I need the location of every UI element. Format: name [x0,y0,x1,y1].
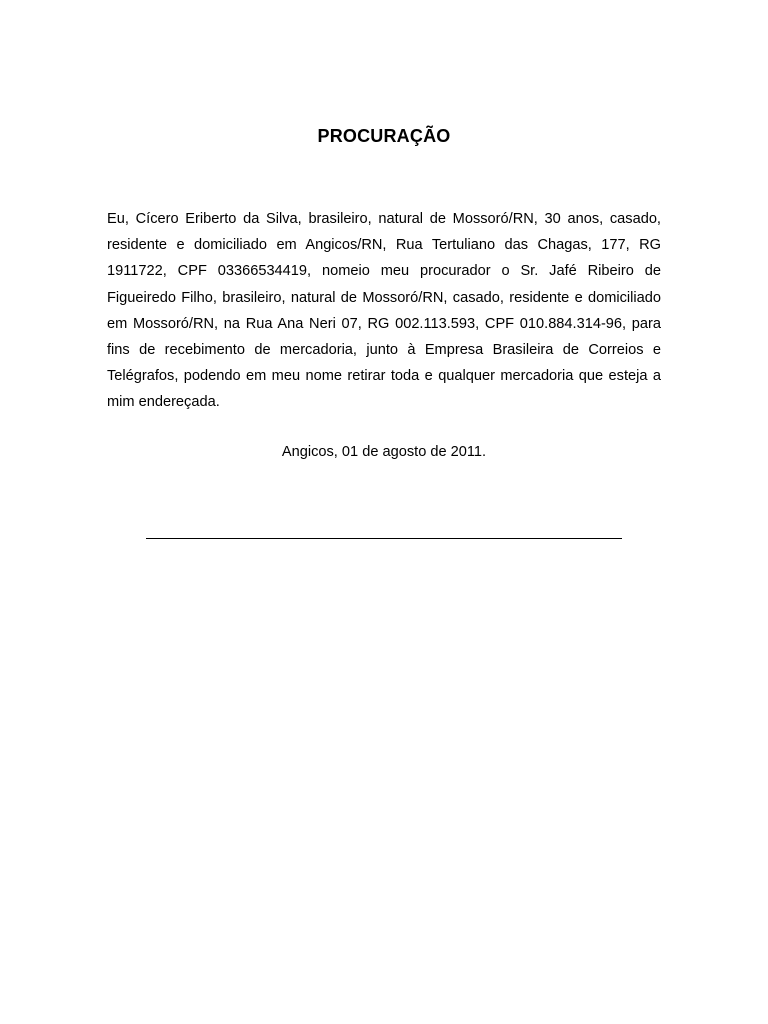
document-title: PROCURAÇÃO [317,126,451,146]
document-body: Eu, Cícero Eriberto da Silva, brasileiro, natural de Mossoró/RN, 30 anos, casado, residente e domiciliado em Angicos/RN, Rua Tertuliano das Chagas, 177, RG 1911722, CPF 03366534419, nomeio meu procurador o Sr. Jafé Ribeiro de Figueiredo Filho, brasileiro, natural de Mossoró/RN, casado, residente e domiciliado em Mossoró/RN, na Rua Ana Neri 07, RG 002.113.593, CPF 010.884.314-96, para fins de recebimento de mercadoria, junto à Empresa Brasileira de Correios e Telégrafos, podendo em meu nome retirar toda e qualquer mercadoria que esteja a mim endereçada. [107,211,661,411]
date-place-line: Angicos, 01 de agosto de 2011. [281,444,487,460]
signature-line [146,538,622,539]
